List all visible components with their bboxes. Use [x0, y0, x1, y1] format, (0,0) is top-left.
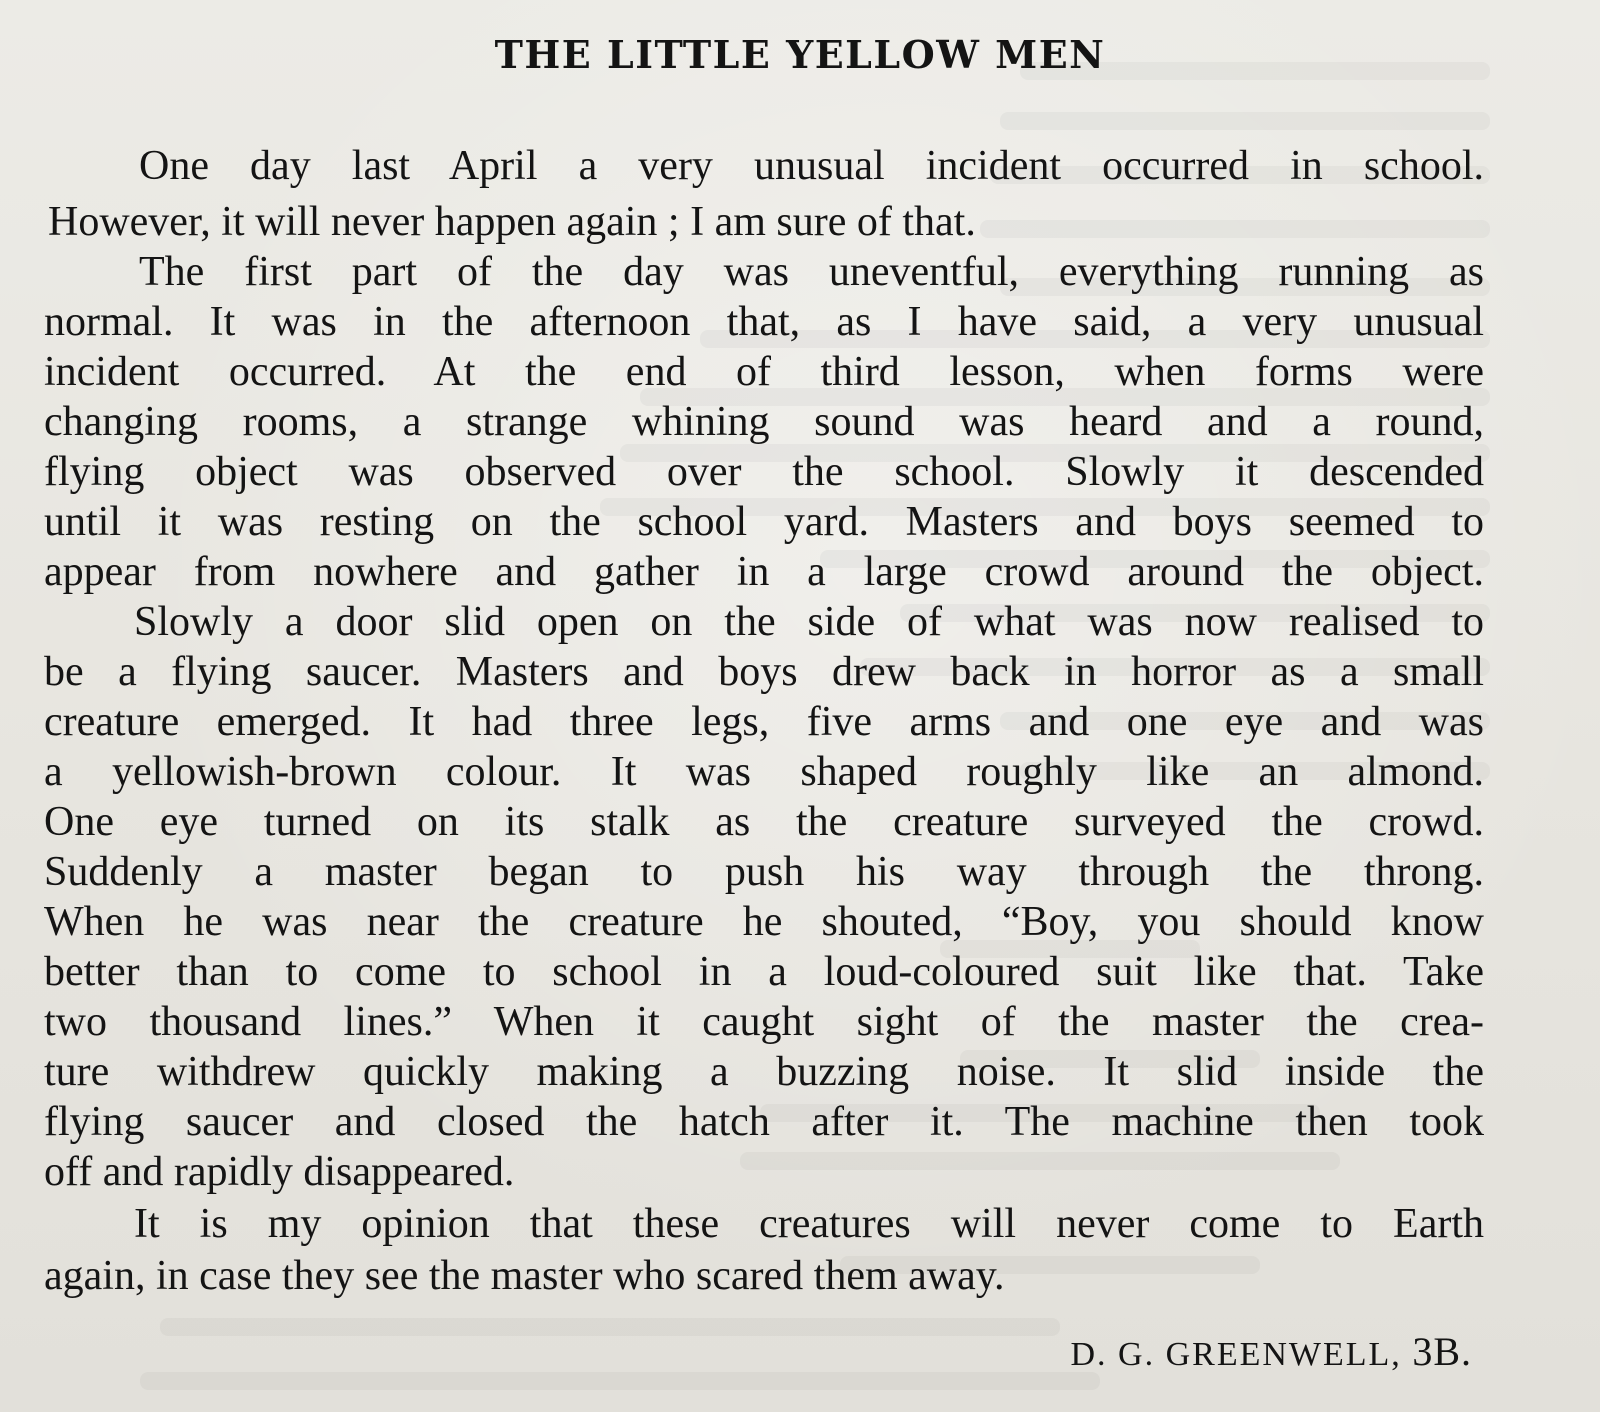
- text-line: normal. It was in the afternoon that, as I have said, a very unusual: [44, 299, 1484, 345]
- text-line: two thousand lines.” When it caught sight of the master the crea-: [44, 999, 1484, 1045]
- text-line: changing rooms, a strange whining sound was heard and a round,: [44, 399, 1484, 445]
- text-line: Slowly a door slid open on the side of what was now realised to: [134, 599, 1484, 645]
- text-line: When he was near the creature he shouted, “Boy, you should know: [44, 899, 1484, 945]
- author-signature: [1070, 1328, 1472, 1375]
- text-line: flying object was observed over the school. Slowly it descended: [44, 449, 1484, 495]
- text-line: until it was resting on the school yard. Masters and boys seemed to: [44, 499, 1484, 545]
- text-line: off and rapidly disappeared.: [44, 1149, 515, 1195]
- text-line: flying saucer and closed the hatch after it. The machine then took: [44, 1099, 1484, 1145]
- text-line: appear from nowhere and gather in a large crowd around the object.: [44, 549, 1484, 595]
- text-line: better than to come to school in a loud-coloured suit like that. Take: [44, 949, 1484, 995]
- text-line: It is my opinion that these creatures will never come to Earth: [134, 1201, 1484, 1247]
- text-line: creature emerged. It had three legs, five arms and one eye and was: [44, 699, 1484, 745]
- article-title: THE LITTLE YELLOW MEN: [494, 32, 1106, 77]
- text-line: again, in case they see the master who scared them away.: [44, 1253, 1005, 1299]
- text-line: One eye turned on its stalk as the creature surveyed the crowd.: [44, 799, 1484, 845]
- text-line: a yellowish-brown colour. It was shaped roughly like an almond.: [44, 749, 1484, 795]
- text-line: ture withdrew quickly making a buzzing noise. It slid inside the: [44, 1049, 1484, 1095]
- author-name: D. G. GREENWELL,: [1070, 1336, 1402, 1373]
- text-line: The first part of the day was uneventful, everything running as: [139, 249, 1484, 295]
- text-line: One day last April a very unusual incident occurred in school.: [139, 143, 1484, 189]
- text-line: incident occurred. At the end of third lesson, when forms were: [44, 349, 1484, 395]
- text-line: Suddenly a master began to push his way through the throng.: [44, 849, 1484, 895]
- text-line: However, it will never happen again ; I am sure of that.: [48, 199, 976, 245]
- author-form: 3B.: [1412, 1329, 1472, 1374]
- text-line: be a flying saucer. Masters and boys drew back in horror as a small: [44, 649, 1484, 695]
